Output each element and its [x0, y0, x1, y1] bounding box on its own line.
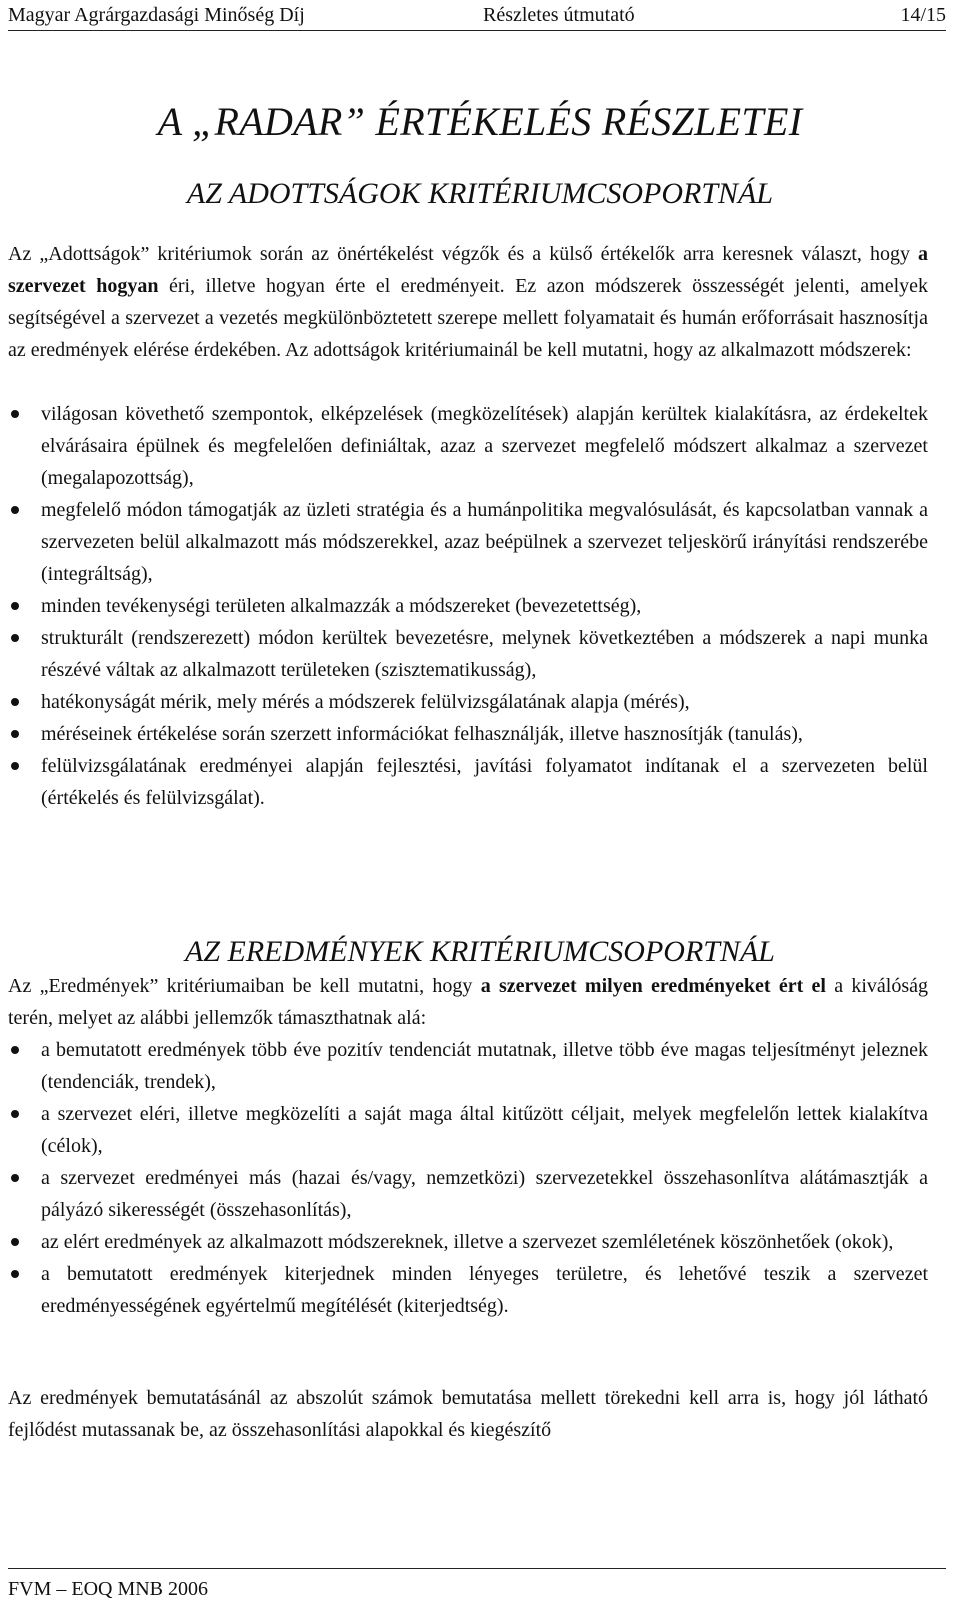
list-item	[8, 1098, 928, 1162]
list-item-text: a bemutatott eredmények kiterjednek minden lényeges területre, és lehetővé teszik a szervezet eredményességének egyértelmű megítélését (kiterjedtség).	[41, 1263, 928, 1317]
list-item-text: hatékonyságát mérik, mely mérés a módszerek felülvizsgálatának alapja (mérés),	[41, 691, 690, 713]
bullet-icon	[11, 698, 19, 706]
page-footer: FVM – EOQ MNB 2006	[8, 1578, 209, 1600]
intro-bold-text: a szervezet milyen eredményeket ért el	[480, 975, 826, 997]
intro-bold-text: a szervezet hogyan	[8, 243, 928, 297]
list-item	[8, 622, 928, 686]
bullet-icon	[11, 762, 19, 770]
section1-bullet-list	[8, 398, 928, 814]
list-item	[8, 1258, 928, 1322]
list-item-text: felülvizsgálatának eredményei alapján fejlesztési, javítási folyamatot indítanak el a szervezeten belül (értékelés és felülvizsgálat).	[41, 755, 928, 809]
section-heading-eredmenyek: AZ EREDMÉNYEK KRITÉRIUMCSOPORTNÁL	[185, 935, 775, 968]
list-item	[8, 750, 928, 814]
bullet-icon	[11, 1110, 19, 1118]
list-item-text: megfelelő módon támogatják az üzleti stratégia és a humánpolitika megvalósulását, és kapcsolatban vannak a szervezeten belül alkalmazott más módszerekkel, azaz beépülnek a szervezet teljeskörű irányítási rendszerébe (integráltság),	[41, 499, 928, 585]
bullet-icon	[11, 506, 19, 514]
list-item-text: méréseinek értékelése során szerzett információkat felhasználják, illetve hasznosítják (tanulás),	[41, 723, 803, 745]
list-item	[8, 398, 928, 494]
header-divider	[8, 30, 946, 31]
section2-bullet-list	[8, 1034, 928, 1322]
bullet-icon	[11, 1270, 19, 1278]
intro-text: Az „Adottságok” kritériumok során az önértékelést végzők és a külső értékelők arra keresnek választ, hogy	[8, 243, 918, 265]
bullet-icon	[11, 1174, 19, 1182]
header-center-title: Részletes útmutató	[483, 4, 635, 26]
header-left-title: Magyar Agrárgazdasági Minőség Díj	[8, 4, 305, 26]
page-title: A „RADAR” ÉRTÉKELÉS RÉSZLETEI	[157, 99, 803, 144]
list-item-text: minden tevékenységi területen alkalmazzák a módszereket (bevezetettség),	[41, 595, 642, 617]
list-item	[8, 494, 928, 590]
list-item-text: strukturált (rendszerezett) módon kerültek bevezetésre, melynek következtében a módszerek a napi munka részévé váltak az alkalmazott területeken (szisztematikusság),	[41, 627, 928, 681]
page-header	[8, 2, 946, 28]
closing-paragraph: Az eredmények bemutatásánál az abszolút számok bemutatása mellett törekedni kell arra is, hogy jól látható fejlődést mutassanak be, az összehasonlítási alapokkal és kiegészítő	[8, 1387, 928, 1441]
list-item-text: a szervezet eléri, illetve megközelíti a saját maga által kitűzött céljait, melyek megfelelőn lettek kialakítva (célok),	[41, 1103, 928, 1157]
list-item	[8, 1034, 928, 1098]
section2-intro-paragraph	[8, 970, 928, 1034]
bullet-icon	[11, 1046, 19, 1054]
section1-intro-paragraph	[8, 238, 928, 366]
footer-divider	[8, 1568, 946, 1569]
list-item	[8, 686, 928, 718]
list-item-text: a bemutatott eredmények több éve pozitív tendenciát mutatnak, illetve több éve magas teljesítményt jeleznek (tendenciák, trendek),	[41, 1039, 928, 1093]
intro-text: Az „Eredmények” kritériumaiban be kell mutatni, hogy	[8, 975, 481, 997]
list-item	[8, 1162, 928, 1226]
list-item	[8, 1226, 928, 1258]
section-heading-adottsagok: AZ ADOTTSÁGOK KRITÉRIUMCSOPORTNÁL	[186, 177, 774, 210]
bullet-icon	[11, 1238, 19, 1246]
intro-text-continued: éri, illetve hogyan érte el eredményeit. Ez azon módszerek összességét jelenti, amelyek segítségével a szervezet a vezetés megkülönböztetett szerepe mellett folyamatait és humán erőforrásait hasznosítja az eredmények elérése érdekében. Az adottságok kritériumainál be kell mutatni, hogy az alkalmazott módszerek:	[8, 275, 929, 361]
list-item	[8, 718, 928, 750]
intro-text-continued: a kiválóság terén, melyet az alábbi jellemzők támaszthatnak alá:	[8, 975, 929, 1029]
bullet-icon	[11, 634, 19, 642]
list-item-text: a szervezet eredményei más (hazai és/vagy, nemzetközi) szervezetekkel összehasonlítva alátámasztják a pályázó sikerességét (összehasonlítás),	[41, 1167, 928, 1221]
page-number: 14/15	[900, 4, 946, 26]
list-item-text: világosan követhető szempontok, elképzelések (megközelítések) alapján kerültek kialakításra, az érdekeltek elvárásaira épülnek és megfelelően definiáltak, azaz a szervezet megfelelő módszert alkalmaz a szervezet (megalapozottság),	[41, 403, 928, 489]
list-item-text: az elért eredmények az alkalmazott módszereknek, illetve a szervezet szemléletének köszönhetőek (okok),	[41, 1231, 894, 1253]
bullet-icon	[11, 410, 19, 418]
bullet-icon	[11, 730, 19, 738]
list-item	[8, 590, 928, 622]
bullet-icon	[11, 602, 19, 610]
